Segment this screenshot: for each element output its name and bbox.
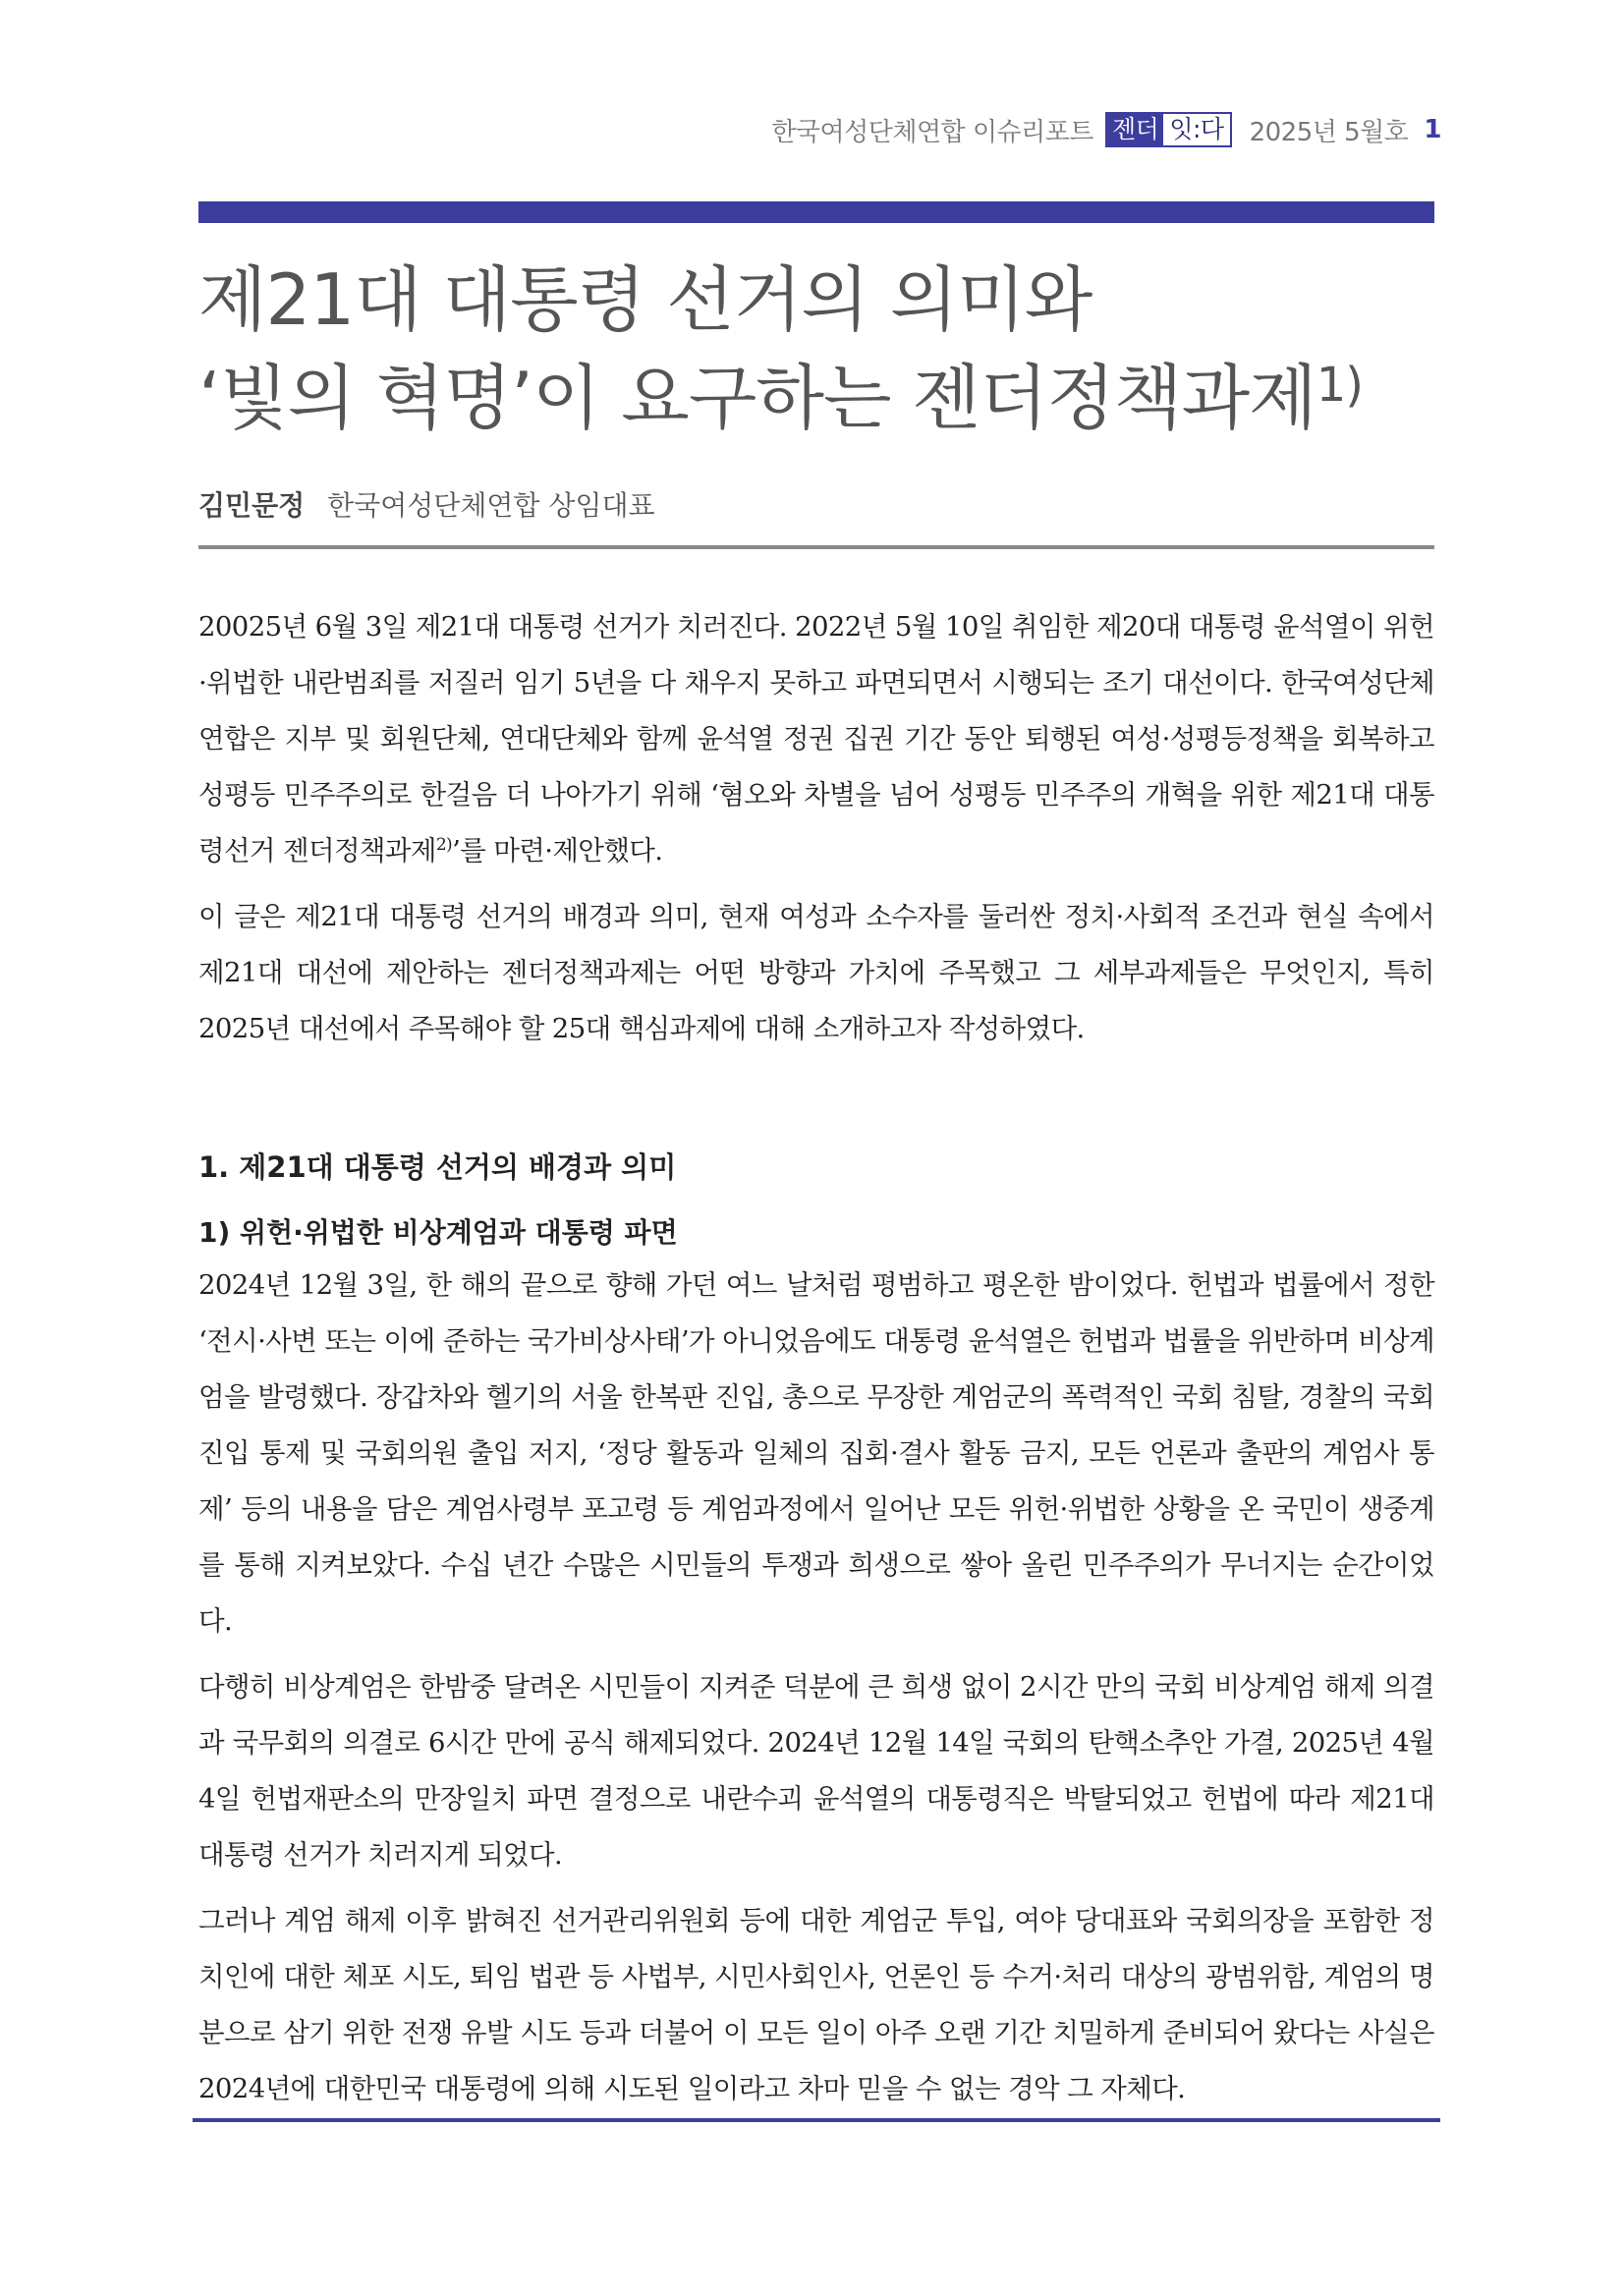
title-top-bar [198, 201, 1434, 223]
page-header [771, 110, 1441, 149]
article-body [198, 599, 1434, 2127]
title-line-1: 제21대 대통령 선거의 의미와 [198, 258, 1092, 341]
author-name: 김민문정 [198, 489, 306, 522]
section-paragraph-1: 2024년 12월 3일, 한 해의 끝으로 향해 가던 여느 날처럼 평범하고 평온한 밤이었다. 헌법과 법률에서 정한 ‘전시·사변 또는 이에 준하는 국가비상사태’가 아니었음에도 대통령 윤석열은 헌법과 법률을 위반하며 비상계엄을 발령했다. 장갑차와 헬기의 서울 한복판 진입, 총으로 무장한 계엄군의 폭력적인 국회 침탈, 경찰의 국회 진입 통제 및 국회의원 출입 저지, ‘정당 활동과 일체의 집회·결사 활동 금지, 모든 언론과 출판의 계엄사 통제’ 등의 내용을 담은 계엄사령부 포고령 등 계엄과정에서 일어난 모든 위헌·위법한 상황을 온 국민이 생중계를 통해 지켜보았다. 수십 년간 수많은 시민들의 투쟁과 희생으로 쌓아 올린 민주주의가 무너지는 순간이었다. [198, 1269, 1434, 1637]
intro-paragraph-1 [198, 599, 1434, 879]
footnote-marker-2[interactable]: 2) [435, 835, 453, 855]
logo-rest-text: 잇:다 [1169, 115, 1224, 143]
section-paragraph-2: 다행히 비상계엄은 한밤중 달려온 시민들이 지켜준 덕분에 큰 희생 없이 2시간 만의 국회 비상계엄 해제 의결과 국무회의 의결로 6시간 만에 공식 해제되었다. 2024년 12월 14일 국회의 탄핵소추안 가결, 2025년 4월 4일 헌법재판소의 만장일치 파면 결정으로 내란수괴 윤석열의 대통령직은 박탈되었고 헌법에 따라 제21대 대통령 선거가 치러지게 되었다. [198, 1671, 1434, 1871]
issue-date: 2025년 5월호 [1249, 117, 1409, 147]
title-divider [198, 545, 1434, 549]
gender-itda-logo [1105, 112, 1232, 147]
section-paragraph-3: 그러나 계엄 해제 이후 밝혀진 선거관리위원회 등에 대한 계엄군 투입, 여야 당대표와 국회의장을 포함한 정치인에 대한 체포 시도, 퇴임 법관 등 사법부, 시민사회인사, 언론인 등 수거·처리 대상의 광범위함, 계엄의 명분으로 삼기 위한 전쟁 유발 시도 등과 더불어 이 모든 일이 아주 오랜 기간 치밀하게 준비되어 왔다는 사실은 2024년에 대한민국 대통령에 의해 시도된 일이라고 차마 믿을 수 없는 경악 그 자체다. [198, 1905, 1434, 2104]
intro-p1-text: 20025년 6월 3일 제21대 대통령 선거가 치러진다. 2022년 5월 10일 취임한 제20대 대통령 윤석열이 위헌·위법한 내란범죄를 저질러 임기 5년을 다 채우지 못하고 파면되면서 시행되는 조기 대선이다. 한국여성단체연합은 지부 및 회원단체, 연대단체와 함께 윤석열 정권 집권 기간 동안 퇴행된 여성·성평등정책을 회복하고 성평등 민주주의로 한걸음 더 나아가기 위해 ‘혐오와 차별을 넘어 성평등 민주주의 개혁을 위한 제21대 대통령선거 젠더정책과제 [198, 611, 1434, 867]
logo-highlight-text: 젠더 [1107, 114, 1163, 145]
author-byline [198, 484, 655, 524]
page-bottom-rule [193, 2118, 1440, 2122]
page-title [198, 251, 1434, 447]
subsection-heading: 1) 위헌·위법한 비상계엄과 대통령 파면 [198, 1216, 678, 1249]
intro-paragraph-2: 이 글은 제21대 대통령 선거의 배경과 의미, 현재 여성과 소수자를 둘러싼 정치·사회적 조건과 현실 속에서 제21대 대선에 제안하는 젠더정책과제는 어떤 방향과 가치에 주목했고 그 세부과제들은 무엇인지, 특히 2025년 대선에서 주목해야 할 25대 핵심과제에 대해 소개하고자 작성하였다. [198, 901, 1434, 1044]
page-number: 1 [1424, 115, 1441, 144]
title-line-2 [198, 349, 1434, 447]
title-line-2-text: ‘빛의 혁명’이 요구하는 젠더정책과제 [198, 357, 1316, 439]
author-position: 한국여성단체연합 상임대표 [327, 489, 655, 522]
section-heading: 1. 제21대 대통령 선거의 배경과 의미 [198, 1150, 677, 1184]
title-footnote-marker[interactable]: 1) [1316, 358, 1363, 413]
report-series-label: 한국여성단체연합 이슈리포트 [771, 117, 1094, 147]
intro-p1-tail: ’를 마련·제안했다. [452, 835, 663, 867]
